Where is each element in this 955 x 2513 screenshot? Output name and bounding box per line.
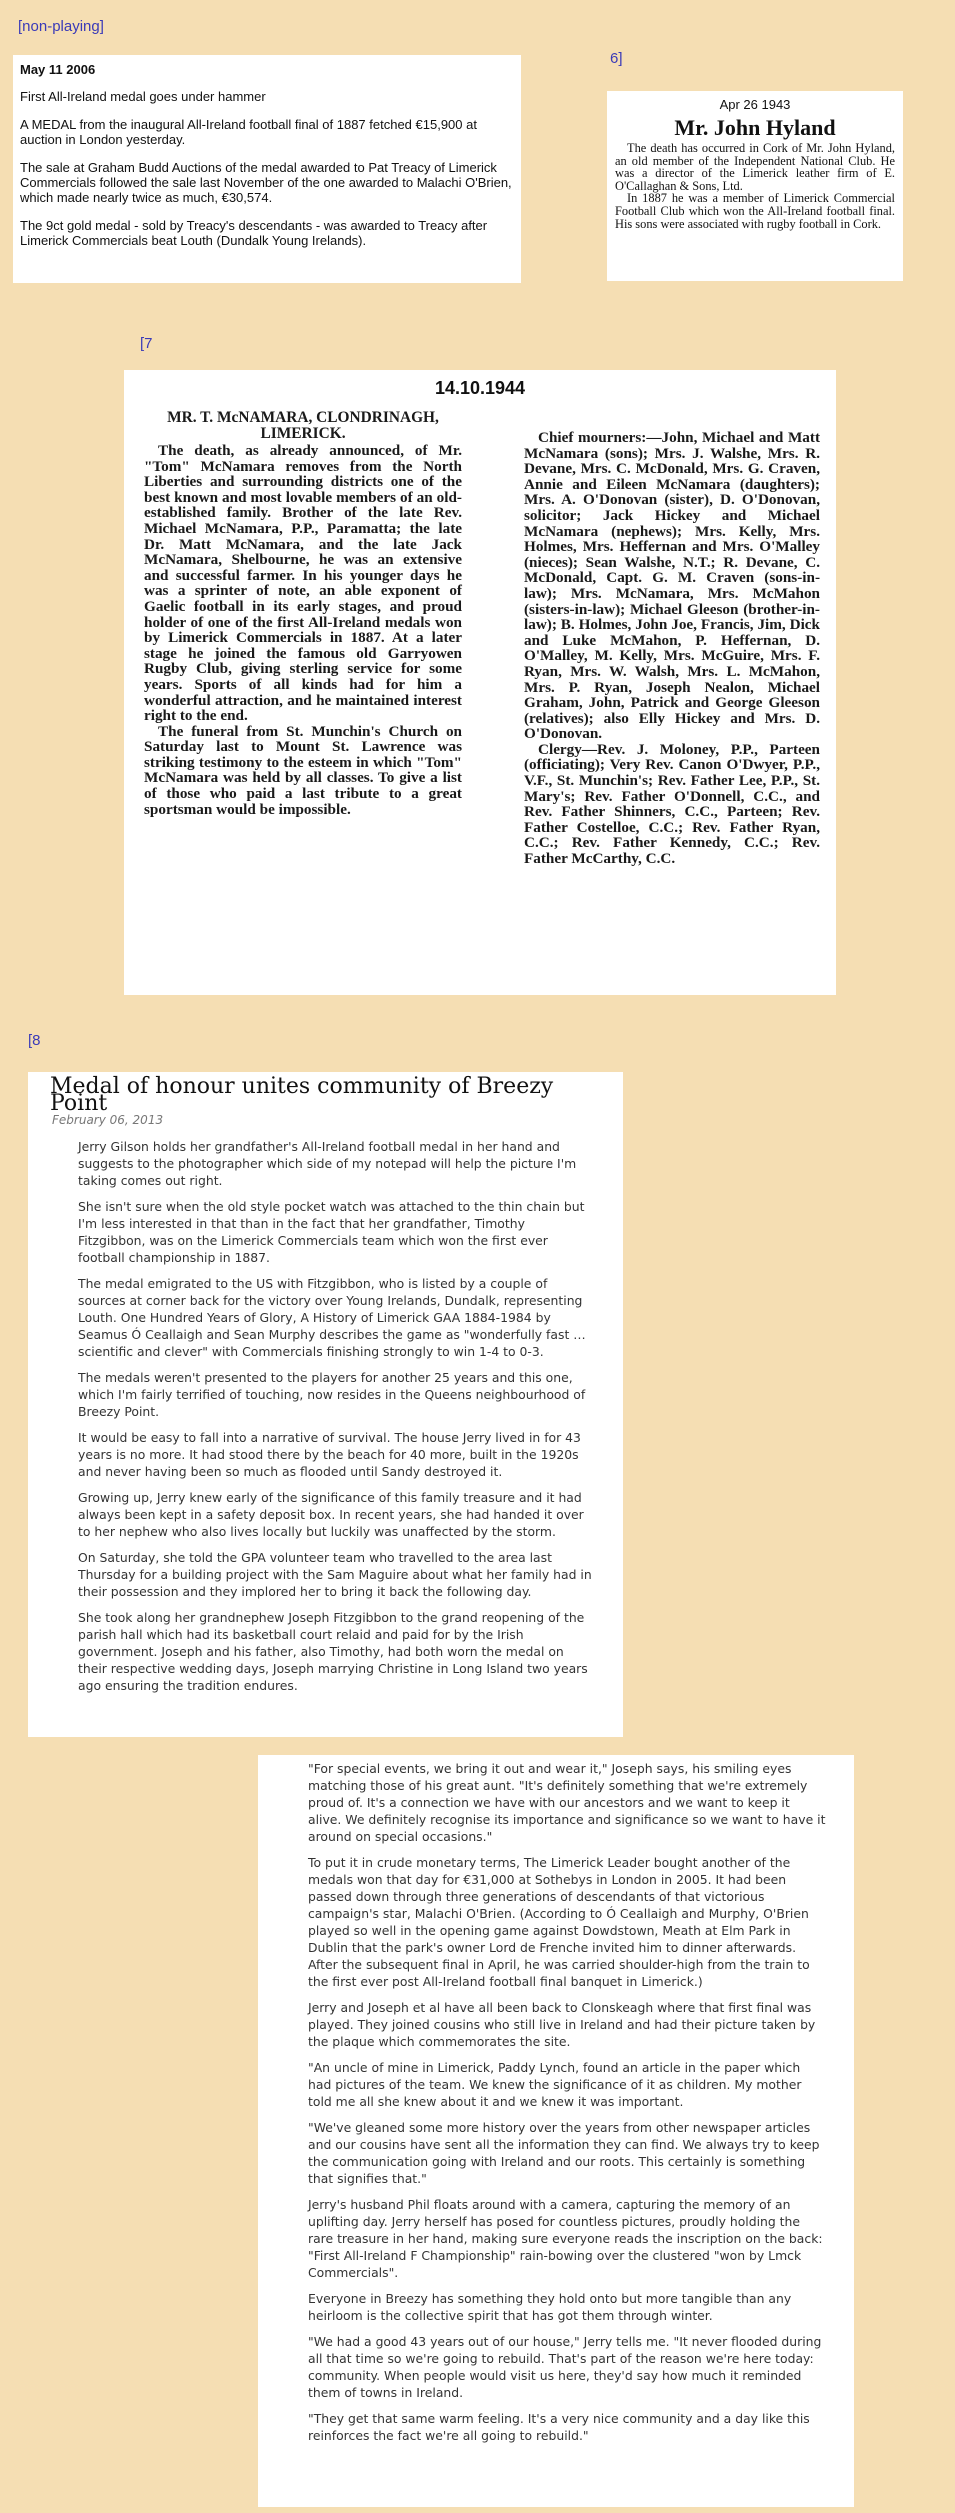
article-paragraph: "An uncle of mine in Limerick, Paddy Lynch, found an article in the paper which had pictures of the team. We knew the significance of it as children. My mother told me all she knew about it and we knew it was important. — [308, 2060, 802, 2109]
clipping-title: Mr. John Hyland — [674, 115, 836, 140]
news-paragraph: The 9ct gold medal - sold by Treacy's descendants - was awarded to Treacy after Limerick Commercials beat Louth (Dundalk Young Irelands). — [20, 217, 488, 249]
article-paragraph: "They get that same warm feeling. It's a very nice community and a day like this reinforces the fact we're all going to rebuild." — [308, 2411, 810, 2443]
article-title: Medal of honour unites community of Breezy Point — [50, 1074, 554, 1116]
clipping-paragraph: Chief mourners:—John, Michael and Matt McNamara (sons); Mrs. J. Walshe, Mrs. R. Devane, Mrs. C. McDonald, Mrs. G. Craven, Annie and Eileen McNamara (daughters); Mrs. A. O'Donovan (sister), D. O'Donovan, solicitor; Jack Hickey and Michael McNamara (nephews); Mrs. Kelly, Mrs. Holmes, Mrs. Heffernan and Mrs. O'Malley (nieces); Sean Walshe, N.T.; R. Devane, C. McDonald, Capt. G. M. Craven (sons-in-law); Mrs. McNamara, Mrs. McMahon (sisters-in-law); Michael Gleeson (brother-in-law); B. Holmes, John Joe, Francis, Jim, Dick and Luke McMahon, P. Heffernan, D. O'Malley, M. Kelly, Mrs. McGuire, Mrs. F. Ryan, Mrs. W. Walsh, Mrs. L. McMahon, Mrs. P. Ryan, Joseph Nealon, Michael Graham, John, Patrick and George Gleeson (relatives); also Elly Hickey and Mrs. D. O'Donovan. — [524, 429, 820, 743]
clipping-column-right — [524, 430, 820, 867]
hyland-clipping — [607, 91, 903, 281]
article-body — [78, 1138, 594, 1703]
article-paragraph: The medals weren't presented to the players for another 25 years and this one, which I'm fairly terrified of touching, now resides in the Queens neighbourhood of Breezy Point. — [78, 1370, 586, 1419]
clipping-paragraph: Clergy—Rev. J. Moloney, P.P., Parteen (officiating); Very Rev. Canon O'Dwyer, P.P., V.F., St. Munchin's; Rev. Father Lee, P.P., St. Mary's; Rev. Father O'Donnell, C.C., and Rev. Father Shinners, C.C., Parteen; Rev. Father Costelloe, C.C.; Rev. Father Ryan, C.C.; Rev. Father Kennedy, C.C.; Rev. Father McCarthy, C.C. — [524, 740, 820, 868]
article-paragraph: Everyone in Breezy has something they hold onto but more tangible than any heirloom is the collective spirit that has got them through winter. — [308, 2291, 792, 2323]
article-paragraph: She took along her grandnephew Joseph Fitzgibbon to the grand reopening of the parish hall which had its basketball court relaid and paid for by the Irish government. Joseph and his father, also Timothy, had both worn the medal on their respective wedding days, Joseph marrying Christine in Long Island two years ago ensuring the tradition endures. — [78, 1610, 588, 1693]
article-paragraph: "For special events, we bring it out and wear it," Joseph says, his smiling eyes matching those of his great aunt. "It's definitely something that we're extremely proud of. It's a connection we have with our ancestors and we want to keep it alive. We definitely recognise its importance and significance so we want to have it around on special occasions." — [308, 1761, 826, 1844]
clipping-title: MR. T. McNAMARA, CLONDRINAGH, LIMERICK. — [167, 409, 439, 442]
non-playing-link[interactable]: [non-playing] — [18, 18, 104, 35]
clipping-paragraph: The funeral from St. Munchin's Church on Saturday last to Mount St. Lawrence was striking testimony to the esteem in which "Tom" McNamara was held by all classes. To give a list of those who paid a last tribute to a great sportsman would be impossible. — [144, 722, 462, 818]
article-paragraph: "We had a good 43 years out of our house," Jerry tells me. "It never flooded during all that time so we're going to rebuild. That's part of the reason we're here today: community. When people would visit us here, they'd say how much it reminded them of towns in Ireland. — [308, 2334, 822, 2400]
link-7[interactable]: [7 — [140, 335, 153, 352]
article-paragraph: Growing up, Jerry knew early of the significance of this family treasure and it had always been kept in a safety deposit box. In recent years, she had handed it over to her nephew who also lives locally but luckily was unaffected by the storm. — [78, 1490, 584, 1539]
link-6[interactable]: 6] — [610, 50, 623, 67]
clipping-paragraph: In 1887 he was a member of Limerick Commercial Football Club which won the All-Ireland football final. His sons were associated with rugby football in Cork. — [615, 191, 895, 231]
clipping-paragraph: The death has occurred in Cork of Mr. John Hyland, an old member of the Independent National Club. He was a director of the Limerick leather firm of E. O'Callaghan & Sons, Ltd. — [615, 141, 895, 193]
article-body — [308, 1760, 826, 2453]
medal-news-card — [13, 55, 521, 283]
news-date: May 11 2006 — [20, 62, 96, 77]
article-paragraph: To put it in crude monetary terms, The Limerick Leader bought another of the medals won that day for €31,000 at Sothebys in London in 2005. It had been passed down through three generations of descendants of that victorious campaign's star, Malachi O'Brien. (According to Ó Ceallaigh and Murphy, O'Brien played so well in the opening game against Dowdstown, Meath at Elm Park in Dublin that the park's owner Lord de Frenche invited him to dinner afterwards. After the subsequent final in April, he was carried shoulder-high from the train to the first ever post All-Ireland football final banquet in Limerick.) — [308, 1855, 810, 1989]
article-paragraph: On Saturday, she told the GPA volunteer team who travelled to the area last Thursday for a building project with the Sam Maguire about what her family had in their possession and they implored her to bring it back the following day. — [78, 1550, 592, 1599]
article-paragraph: She isn't sure when the old style pocket watch was attached to the thin chain but I'm less interested in that than in the fact that her grandfather, Timothy Fitzgibbon, was on the Limerick Commercials team which won the first ever football championship in 1887. — [78, 1199, 585, 1265]
article-date: February 06, 2013 — [52, 1113, 164, 1127]
clipping-date: Apr 26 1943 — [719, 97, 791, 112]
article-paragraph: Jerry Gilson holds her grandfather's All-Ireland football medal in her hand and suggests to the photographer which side of my notepad will help the picture I'm taking comes out right. — [78, 1139, 577, 1188]
article-paragraph: The medal emigrated to the US with Fitzgibbon, who is listed by a couple of sources at corner back for the victory over Young Irelands, Dundalk, representing Louth. One Hundred Years of Glory, A History of Limerick GAA 1884-1984 by Seamus Ó Ceallaigh and Sean Murphy describes the game as "wonderfully fast … scientific and clever" with Commercials finishing strongly to win 1-4 to 0-3. — [78, 1276, 586, 1359]
news-paragraph: A MEDAL from the inaugural All-Ireland football final of 1887 fetched €15,900 at auction in London yesterday. — [20, 116, 477, 148]
article-paragraph: It would be easy to fall into a narrative of survival. The house Jerry lived in for 43 years is no more. It had stood there by the beach for 40 more, built in the 1920s and never having been so much as flooded until Sandy destroyed it. — [78, 1430, 581, 1479]
article-continued-card — [258, 1755, 854, 2507]
clipping-column-left — [144, 410, 462, 817]
news-headline: First All-Ireland medal goes under hammer — [20, 89, 266, 105]
clipping-date: 14.10.1944 — [434, 378, 526, 398]
article-paragraph: Jerry and Joseph et al have all been back to Clonskeagh where that first final was played. They joined cousins who still live in Ireland and had their picture taken by the plaque which commemorates the site. — [308, 2000, 816, 2049]
news-paragraph: The sale at Graham Budd Auctions of the medal awarded to Pat Treacy of Limerick Commercials followed the sale last November of the one awarded to Malachi O'Brien, which made nearly twice as much, €30,574. — [20, 159, 512, 206]
article-card — [28, 1072, 623, 1737]
clipping-paragraph: The death, as already announced, of Mr. "Tom" McNamara removes from the North Liberties and surrounding districts one of the best known and most lovable members of an old-established family. Brother of the late Rev. Michael McNamara, P.P., Paramatta; the late Dr. Matt McNamara, and the late Jack McNamara, Shelbourne, he was an extensive and successful farmer. In his younger days he was a sprinter of note, an able exponent of Gaelic football in its early stages, and proud holder of one of the first All-Ireland medals won by Limerick Commercials in 1887. At a later stage he joined the famous old Garryowen Rugby Club, giving sterling service for some years. Sports of all kinds had for him a wonderful attraction, and he maintained interest right to the end. — [144, 442, 462, 725]
mcnamara-clipping — [124, 370, 836, 995]
link-8[interactable]: [8 — [28, 1032, 41, 1049]
article-paragraph: "We've gleaned some more history over the years from other newspaper articles and our cousins have sent all the information they can find. We always try to keep the communication going with Ireland and our roots. This certainly is something that signifies that." — [308, 2120, 820, 2186]
article-paragraph: Jerry's husband Phil floats around with a camera, capturing the memory of an uplifting day. Jerry herself has posed for countless pictures, proudly holding the rare treasure in her hand, making sure everyone reads the inscription on the back: "First All-Ireland F Championship" rain-bowing over the clustered "won by Lmck Commercials". — [308, 2197, 823, 2280]
